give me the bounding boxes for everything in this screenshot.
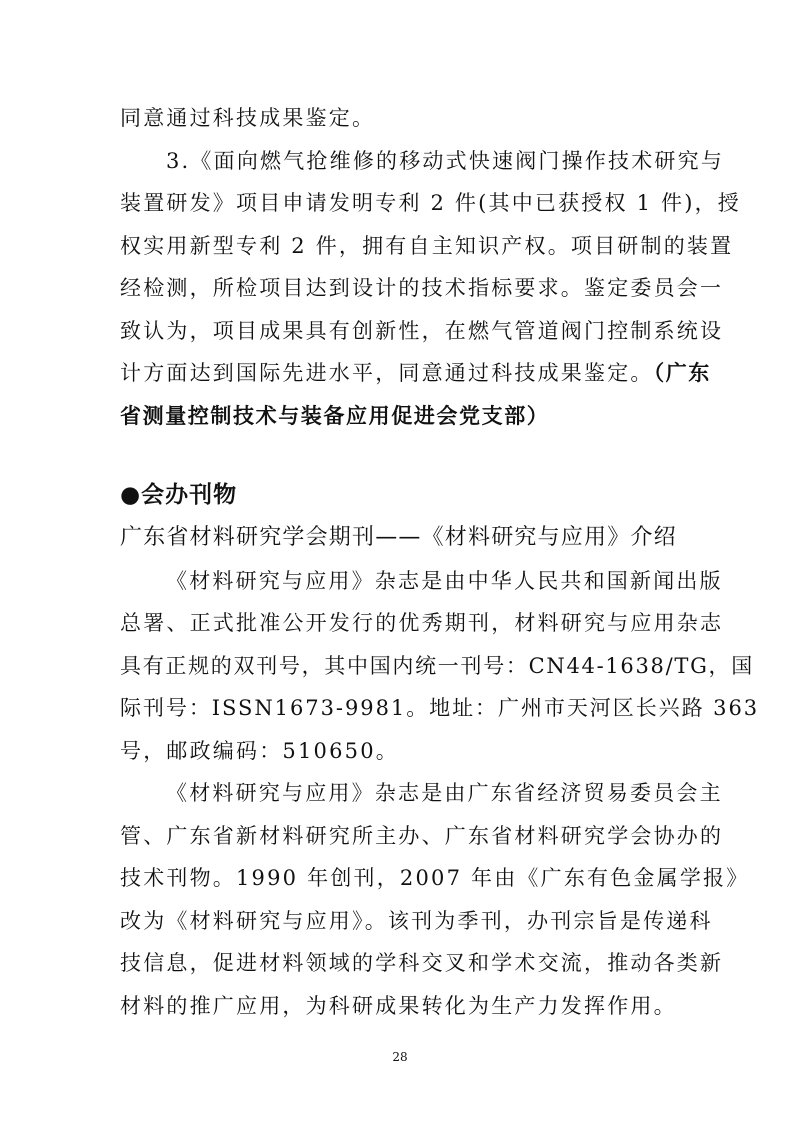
text-line: 技术刊物。1990 年创刊，2007 年由《广东有色金属学报》 [120, 866, 750, 890]
text-line: 总署、正式批准公开发行的优秀期刊，材料研究与应用杂志 [120, 611, 724, 635]
article-title: 广东省材料研究学会期刊——《材料研究与应用》介绍 [120, 525, 677, 550]
text-line-body: 计方面达到国际先进水平，同意通过科技成果鉴定。 [120, 361, 654, 385]
text-line: 装置研发》项目申请发明专利 2 件(其中已获授权 1 件)，授 [120, 191, 742, 215]
source-attribution-end: 省测量控制技术与装备应用促进会党支部） [120, 404, 550, 428]
text-line: 具有正规的双刊号，其中国内统一刊号：CN44-1638/TG，国 [120, 654, 754, 678]
text-line: 《材料研究与应用》杂志是由中华人民共和国新闻出版 [166, 569, 723, 593]
text-line: 经检测，所检项目达到设计的技术指标要求。鉴定委员会一 [120, 276, 724, 300]
text-line: 管、广东省新材料研究所主办、广东省材料研究学会协办的 [120, 824, 724, 848]
text-line: 号，邮政编码：510650。 [120, 739, 399, 763]
page-number: 28 [392, 1050, 408, 1064]
text-line: 同意通过科技成果鉴定。 [120, 106, 376, 130]
text-line [120, 358, 711, 388]
section-heading: ●会办刊物 [120, 482, 238, 508]
text-line: 致认为，项目成果具有创新性，在燃气管道阀门控制系统设 [120, 319, 724, 343]
text-line: 技信息，促进材料领域的学科交叉和学术交流，推动各类新 [120, 951, 724, 975]
text-line: 权实用新型专利 2 件，拥有自主知识产权。项目研制的装置 [120, 234, 734, 258]
text-line: 改为《材料研究与应用》。该刊为季刊，办刊宗旨是传递科 [120, 909, 713, 933]
text-line: 《材料研究与应用》杂志是由广东省经济贸易委员会主 [166, 781, 723, 805]
text-line: 际刊号：ISSN1673-9981。地址：广州市天河区长兴路 363 [120, 696, 760, 720]
text-line: 材料的推广应用，为科研成果转化为生产力发挥作用。 [120, 994, 677, 1018]
text-line: 3.《面向燃气抢维修的移动式快速阀门操作技术研究与 [166, 149, 725, 173]
source-attribution-start: （广东 [653, 361, 711, 385]
